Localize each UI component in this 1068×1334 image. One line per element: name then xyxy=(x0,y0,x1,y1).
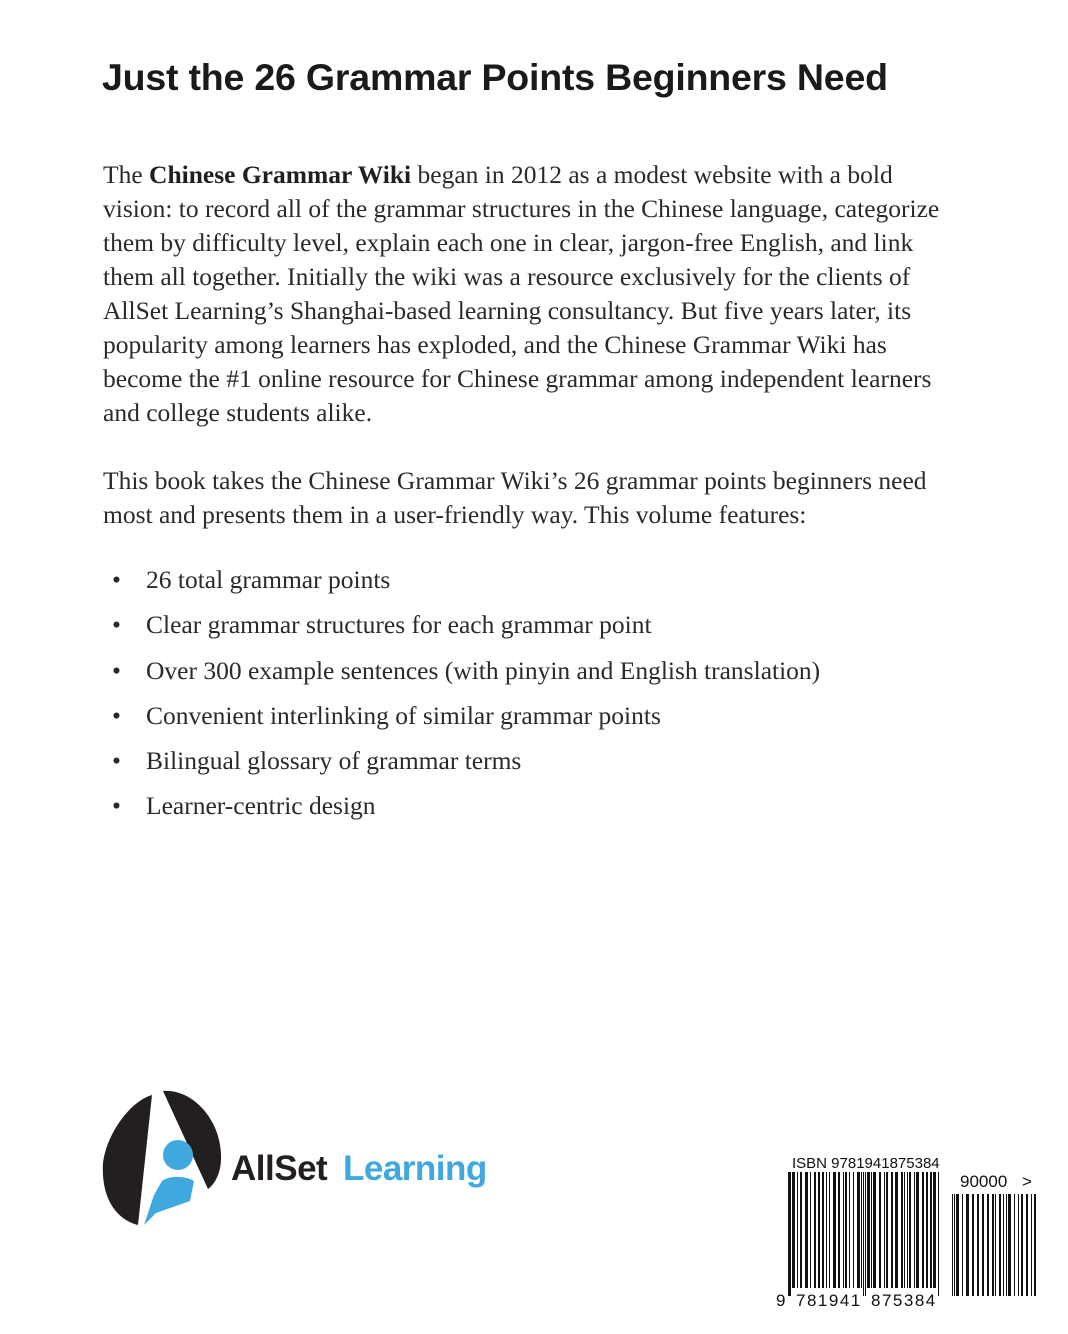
barcode-bar xyxy=(966,1194,969,1296)
isbn-barcode xyxy=(776,1150,1038,1314)
barcode-bar xyxy=(871,1172,872,1288)
allset-learning-logo xyxy=(100,1083,500,1228)
allset-a-icon xyxy=(103,1091,221,1225)
barcode-bar xyxy=(1034,1194,1036,1296)
price-arrow: > xyxy=(1022,1172,1032,1191)
barcode-bar xyxy=(863,1172,864,1296)
logo-word-learning: Learning xyxy=(343,1149,487,1188)
barcode-bar xyxy=(952,1194,953,1296)
barcode-bar xyxy=(845,1172,847,1288)
barcode-bar xyxy=(1031,1194,1032,1296)
barcode-bar xyxy=(987,1194,989,1296)
bullet-icon: • xyxy=(112,746,121,776)
barcode-bar xyxy=(926,1172,928,1288)
barcode-bar xyxy=(995,1194,996,1296)
barcode-bar xyxy=(972,1194,974,1296)
barcode-bar xyxy=(826,1172,827,1288)
feature-item xyxy=(103,744,820,789)
barcode-bar xyxy=(857,1172,860,1288)
bullet-icon: • xyxy=(112,791,121,821)
barcode-bar xyxy=(1006,1194,1007,1296)
isbn-digits-right: 875384 xyxy=(871,1291,937,1310)
barcode-bar xyxy=(867,1172,870,1288)
intro-body: began in 2012 as a modest website with a bold vision: to record all of the grammar structures in the Chinese language, categorize them by difficulty level, explain each one in clear, jargon-free English, and link them all together. Initially the wiki was a resource exclusively for the clients of AllSet Learning’s Shanghai-based learning consultancy. But five years later, its popularity among learners has exploded, and the Chinese Grammar Wiki has become the #1 online resource for Chinese grammar among independent learners and college students alike. xyxy=(103,160,940,427)
feature-text: 26 total grammar points xyxy=(146,565,391,594)
feature-text: Over 300 example sentences (with pinyin and English translation) xyxy=(146,655,821,685)
barcode-bar xyxy=(992,1194,994,1296)
barcode-bar xyxy=(1018,1194,1019,1296)
barcode-bar xyxy=(818,1172,820,1288)
barcode-bar xyxy=(822,1172,824,1288)
barcode-bar xyxy=(1026,1194,1028,1296)
feature-list xyxy=(103,563,820,835)
isbn-label: ISBN 9781941875384 xyxy=(792,1155,940,1172)
feature-item xyxy=(103,699,820,744)
barcode-bar xyxy=(849,1172,850,1288)
barcode-bar xyxy=(884,1172,885,1288)
barcode-bar xyxy=(838,1172,840,1288)
barcode-bar xyxy=(833,1172,836,1288)
barcode-bar xyxy=(861,1172,862,1288)
barcode-bar xyxy=(914,1172,915,1288)
feature-item xyxy=(103,563,820,608)
intro-paragraph xyxy=(103,158,953,430)
bullet-icon: • xyxy=(112,655,121,685)
barcode-bar xyxy=(792,1172,795,1288)
bullet-icon: • xyxy=(112,700,121,730)
intro-prefix: The xyxy=(103,160,150,189)
price-addon-bars xyxy=(952,1194,1036,1296)
barcode-bar xyxy=(805,1172,808,1288)
barcode-bar xyxy=(977,1194,979,1296)
barcode-bar xyxy=(999,1194,1001,1296)
barcode-bar xyxy=(1014,1194,1015,1296)
bullet-icon: • xyxy=(112,610,121,640)
features-intro-paragraph: This book takes the Chinese Grammar Wiki’s 26 grammar points beginners need most and presents them in a user-friendly way. This volume features: xyxy=(103,466,927,529)
barcode-bar xyxy=(814,1172,816,1288)
feature-item xyxy=(103,789,820,834)
barcode-bar xyxy=(886,1172,888,1288)
barcode-bar xyxy=(962,1194,963,1296)
barcode-bar xyxy=(922,1172,924,1288)
barcode-bar xyxy=(954,1194,955,1296)
barcode-bar xyxy=(938,1172,939,1296)
barcode-bar xyxy=(982,1194,984,1296)
barcode-bar xyxy=(933,1172,936,1288)
feature-text: Bilingual glossary of grammar terms xyxy=(146,746,522,776)
barcode-bar xyxy=(1008,1194,1011,1296)
isbn-lead-digit: 9 xyxy=(776,1291,786,1310)
barcode-bar xyxy=(907,1172,908,1288)
price-code: 90000 xyxy=(960,1172,1008,1191)
barcode-bar xyxy=(853,1172,854,1288)
bullet-icon: • xyxy=(112,565,121,594)
barcode-bar xyxy=(895,1172,898,1288)
barcode-bar xyxy=(901,1172,903,1288)
feature-text: Convenient interlinking of similar grammar points xyxy=(146,700,661,730)
feature-item xyxy=(103,654,820,699)
barcode-bar xyxy=(879,1172,881,1288)
feature-text: Learner-centric design xyxy=(146,791,376,821)
page-title: Just the 26 Grammar Points Beginners Need xyxy=(102,56,888,98)
logo-word-allset: AllSet xyxy=(231,1149,328,1188)
barcode-bars xyxy=(788,1172,939,1296)
barcode-bar xyxy=(904,1172,905,1288)
barcode-bar xyxy=(891,1172,893,1288)
barcode-bar xyxy=(797,1172,798,1288)
barcode-bar xyxy=(865,1172,866,1296)
barcode-bar xyxy=(956,1194,959,1296)
barcode-bar xyxy=(1003,1194,1004,1296)
feature-item xyxy=(103,608,820,653)
barcode-bar xyxy=(788,1172,791,1296)
feature-text: Clear grammar structures for each grammar point xyxy=(146,610,652,640)
barcode-bar xyxy=(810,1172,811,1288)
barcode-bar xyxy=(800,1172,802,1288)
intro-bold-name: Chinese Grammar Wiki xyxy=(149,160,412,189)
isbn-digits-left: 781941 xyxy=(796,1291,862,1310)
barcode-bar xyxy=(1021,1194,1023,1296)
barcode-bar xyxy=(843,1172,844,1288)
barcode-bar xyxy=(916,1172,919,1288)
barcode-bar xyxy=(909,1172,911,1288)
barcode-bar xyxy=(873,1172,876,1288)
barcode-bar xyxy=(829,1172,830,1288)
barcode-bar xyxy=(930,1172,932,1288)
